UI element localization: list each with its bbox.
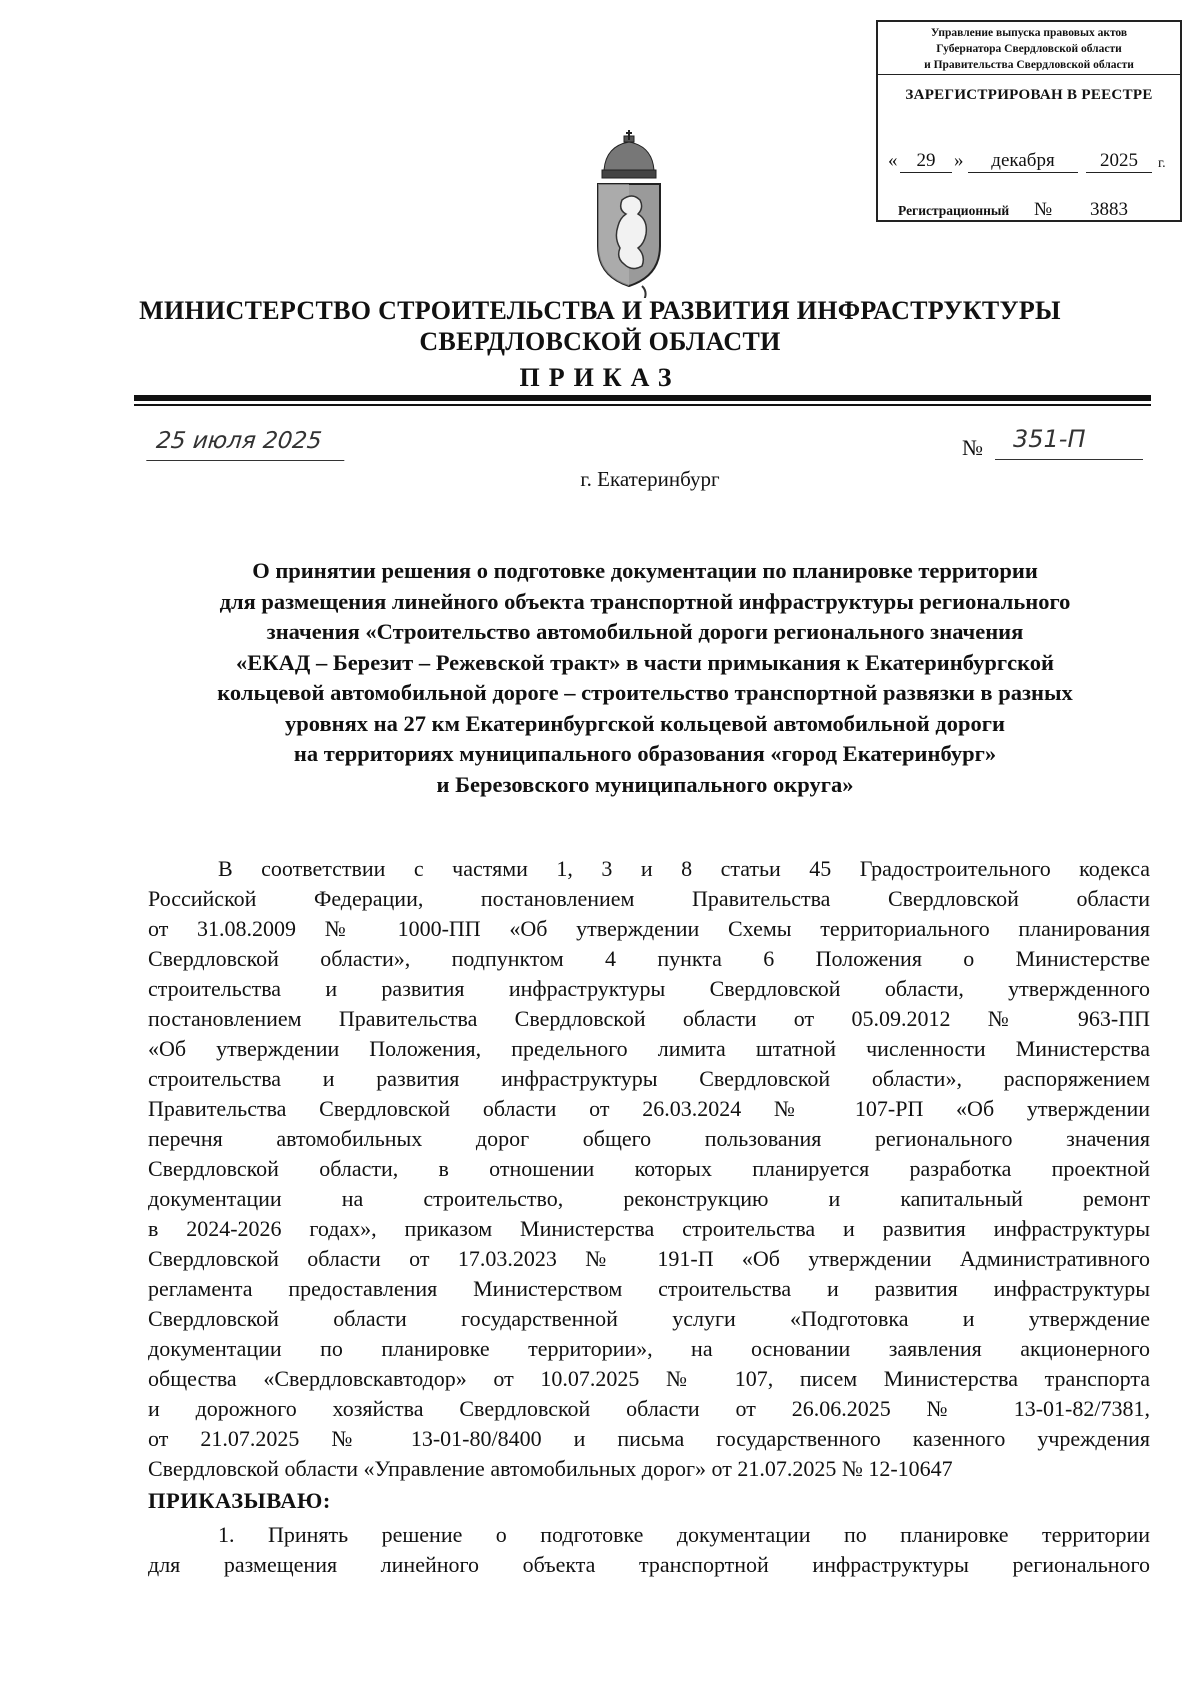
registration-header-line: Управление выпуска правовых актов xyxy=(930,27,1128,39)
body-line: Свердловской области», подпунктом 4 пункта 6 Положения о Министерстве xyxy=(148,946,1150,971)
title-line: уровнях на 27 км Екатеринбургской кольцевой автомобильной дороги xyxy=(285,710,1005,736)
date-close-quote: » xyxy=(954,150,964,171)
handwritten-order-number: 351-П xyxy=(995,425,1143,460)
body-line: Российской Федерации, постановлением Правительства Свердловской области xyxy=(148,886,1150,911)
title-line: значения «Строительство автомобильной дороги регионального значения xyxy=(266,619,1024,644)
body-line: в 2024-2026 годах», приказом Министерства строительства и развития инфраструктуры xyxy=(148,1216,1150,1241)
body-line: от 31.08.2009 № 1000-ПП «Об утверждении Схемы территориального планирования xyxy=(148,916,1150,941)
body-line: Свердловской области «Управление автомобильных дорог» от 21.07.2025 № 12-10647 xyxy=(148,1456,953,1481)
item-line: для размещения линейного объекта транспортной инфраструктуры регионального xyxy=(148,1552,1150,1577)
body-line: общества «Свердловскавтодор» от 10.07.2025 № 107, писем Министерства транспорта xyxy=(148,1366,1150,1391)
body-line: Правительства Свердловской области от 26.03.2024 № 107-РП «Об утверждении xyxy=(148,1096,1150,1121)
registration-stamp-header xyxy=(878,22,1180,75)
registration-year-suffix: г. xyxy=(1158,156,1166,171)
order-heading: ПРИКАЗ xyxy=(519,363,681,392)
preamble-paragraph xyxy=(148,854,1150,1484)
header-rule-thick xyxy=(134,395,1151,401)
title-line: кольцевой автомобильной дороге – строительство транспортной развязки в разных xyxy=(217,680,1073,705)
document-title xyxy=(130,556,1160,800)
ministry-name xyxy=(100,295,1100,357)
registration-number-sign: № xyxy=(1034,199,1053,220)
registration-month: декабря xyxy=(968,150,1078,173)
body-line: В соответствии с частями 1, 3 и 8 статьи 45 Градостроительного кодекса xyxy=(218,856,1150,881)
ministry-name-line: СВЕРДЛОВСКОЙ ОБЛАСТИ xyxy=(419,327,781,356)
registration-title: ЗАРЕГИСТРИРОВАН В РЕЕСТРЕ xyxy=(905,87,1153,103)
registration-number: 3883 xyxy=(1064,199,1154,222)
registration-header-line: и Правительства Свердловской области xyxy=(924,59,1134,71)
body-line: перечня автомобильных дорог общего пользования регионального значения xyxy=(148,1126,1150,1151)
registration-number-label: Регистрационный xyxy=(898,203,1010,218)
body-line: документации на строительство, реконструкцию и капитальный ремонт xyxy=(148,1186,1150,1211)
order-number-sign: № xyxy=(962,435,983,460)
title-line: «ЕКАД – Березит – Режевской тракт» в части примыкания к Екатеринбургской xyxy=(236,649,1054,675)
body-line: Свердловской области государственной услуги «Подготовка и утверждение xyxy=(148,1306,1150,1331)
body-line: строительства и развития инфраструктуры Свердловской области, утвержденного xyxy=(148,976,1150,1001)
registration-day: 29 xyxy=(900,150,952,173)
body-line: от 21.07.2025 № 13-01-80/8400 и письма государственного казенного учреждения xyxy=(148,1426,1150,1451)
body-line: Свердловской области от 17.03.2023 № 191-П «Об утверждении Административного xyxy=(148,1246,1150,1271)
item-line: 1. Принять решение о подготовке документации по планировке территории xyxy=(218,1522,1150,1547)
order-item-1 xyxy=(148,1520,1150,1580)
body-line: регламента предоставления Министерством строительства и развития инфраструктуры xyxy=(148,1276,1150,1301)
body-line: Свердловской области, в отношении которых планируется разработка проектной xyxy=(148,1156,1150,1181)
orders-heading: ПРИКАЗЫВАЮ: xyxy=(148,1488,331,1513)
title-line: на территориях муниципального образования «город Екатеринбург» xyxy=(293,741,997,766)
registration-year: 2025 xyxy=(1086,150,1152,173)
registration-date xyxy=(888,150,1178,176)
body-line: и дорожного хозяйства Свердловской области от 26.06.2025 № 13-01-82/7381, xyxy=(148,1396,1150,1421)
title-line: и Березовского муниципального округа» xyxy=(436,771,854,797)
city-line: г. Екатеринбург xyxy=(580,467,720,491)
body-line: документации по планировке территории», на основании заявления акционерного xyxy=(148,1336,1150,1361)
body-line: «Об утверждении Положения, предельного лимита штатной численности Министерства xyxy=(148,1036,1150,1061)
body-line: строительства и развития инфраструктуры Свердловской области», распоряжением xyxy=(148,1066,1150,1091)
body-line: постановлением Правительства Свердловской области от 05.09.2012 № 963-ПП xyxy=(148,1006,1150,1031)
coat-of-arms-emblem xyxy=(584,128,674,298)
registration-number-row xyxy=(898,199,1178,223)
registration-stamp xyxy=(876,20,1182,222)
header-rule-thin xyxy=(134,404,1151,406)
title-line: О принятии решения о подготовке документации по планировке территории xyxy=(252,558,1038,583)
title-line: для размещения линейного объекта транспортной инфраструктуры регионального xyxy=(219,588,1071,614)
registration-header-line: Губернатора Свердловской области xyxy=(936,43,1122,55)
handwritten-date: 25 июля 2025 xyxy=(146,428,347,461)
date-open-quote: « xyxy=(888,150,898,171)
ministry-name-line: МИНИСТЕРСТВО СТРОИТЕЛЬСТВА И РАЗВИТИЯ ИНФРАСТРУКТУРЫ xyxy=(139,296,1061,325)
